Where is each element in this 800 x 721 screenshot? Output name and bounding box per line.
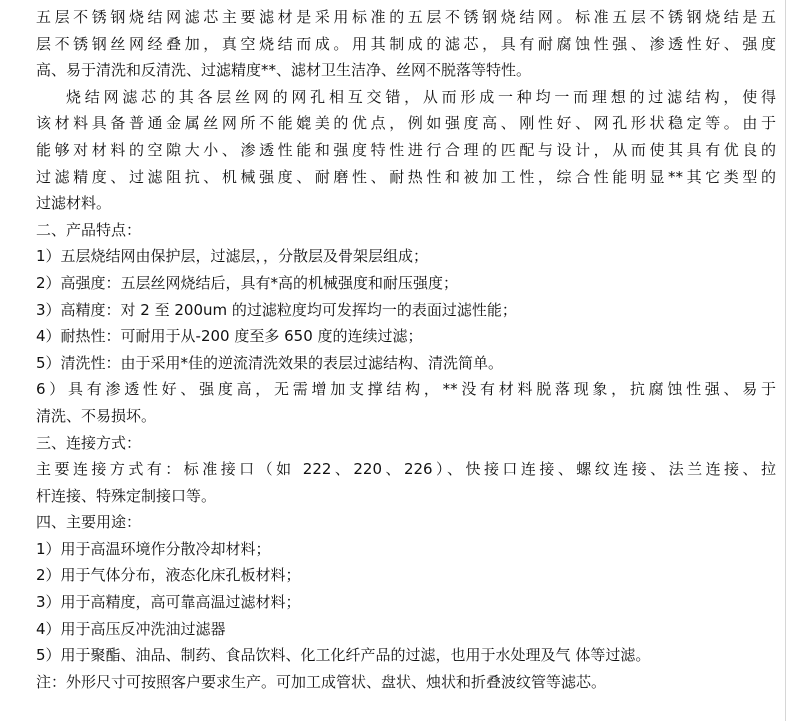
use-item: 1）用于高温环境作分散冷却材料； bbox=[36, 539, 271, 558]
intro-line: 五层不锈钢烧结网滤芯主要滤材是采用标准的五层不锈钢烧结网。标准五层不锈钢烧结是五 bbox=[36, 8, 776, 26]
use-item: 3）用于高精度，高可靠高温过滤材料； bbox=[36, 593, 301, 612]
use-item: 5）用于聚酯、油品、制药、食品饮料、化工化纤产品的过滤，也用于水处理及气 体等过滤。 bbox=[36, 646, 651, 665]
intro-line: 烧结网滤芯的其各层丝网的网孔相互交错，从而形成一种均一而理想的过滤结构，使得 bbox=[66, 87, 776, 106]
intro-line: 高、易于清洗和反清洗、过滤精度**、滤材卫生洁净、丝网不脱落等特性。 bbox=[36, 61, 532, 80]
section-heading-connection: 三、连接方式： bbox=[36, 433, 142, 452]
intro-line: 能够对材料的空隙大小、渗透性能和强度特性进行合理的匹配与设计，从而使其具有优良的 bbox=[36, 140, 776, 159]
feature-item: 清洗、不易损坏。 bbox=[36, 406, 157, 425]
intro-line: 层不锈钢丝网经叠加，真空烧结而成。用其制成的滤芯，具有耐腐蚀性强、渗透性好、强度 bbox=[36, 34, 776, 53]
page-edge-divider bbox=[785, 0, 786, 721]
feature-item: 6）具有渗透性好、强度高，无需增加支撑结构，**没有材料脱落现象，抗腐蚀性强、易于 bbox=[36, 380, 776, 399]
intro-line: 过滤精度、过滤阻抗、机械强度、耐磨性、耐热性和被加工性，综合性能明显**其它类型的 bbox=[36, 167, 776, 186]
intro-line: 过滤材料。 bbox=[36, 194, 112, 213]
feature-item: 5）清洗性：由于采用*佳的逆流清洗效果的表层过滤结构、清洗简单。 bbox=[36, 353, 504, 372]
feature-item: 3）高精度：对 2 至 200um 的过滤粒度均可发挥均一的表面过滤性能； bbox=[36, 300, 517, 319]
connection-text: 主要连接方式有：标准接口（如 222、220、226）、快接口连接、螺纹连接、法兰连接、拉 bbox=[36, 460, 776, 479]
section-heading-features: 二、产品特点： bbox=[36, 220, 142, 239]
intro-line: 该材料具备普通金属丝网所不能媲美的优点，例如强度高、刚性好、网孔形状稳定等。由于 bbox=[36, 114, 776, 133]
section-heading-uses: 四、主要用途： bbox=[36, 513, 142, 532]
note-text: 注：外形尺寸可按照客户要求生产。可加工成管状、盘状、烛状和折叠波纹管等滤芯。 bbox=[36, 672, 607, 691]
feature-item: 4）耐热性：可耐用于从-200 度至多 650 度的连续过滤； bbox=[36, 327, 423, 346]
use-item: 4）用于高压反冲洗油过滤器 bbox=[36, 619, 226, 638]
use-item: 2）用于气体分布，液态化床孔板材料； bbox=[36, 566, 301, 585]
feature-item: 1）五层烧结网由保护层，过滤层，，分散层及骨架层组成； bbox=[36, 247, 429, 266]
feature-item: 2）高强度：五层丝网烧结后，具有*高的机械强度和耐压强度； bbox=[36, 273, 459, 292]
connection-text: 杆连接、特殊定制接口等。 bbox=[36, 486, 217, 505]
